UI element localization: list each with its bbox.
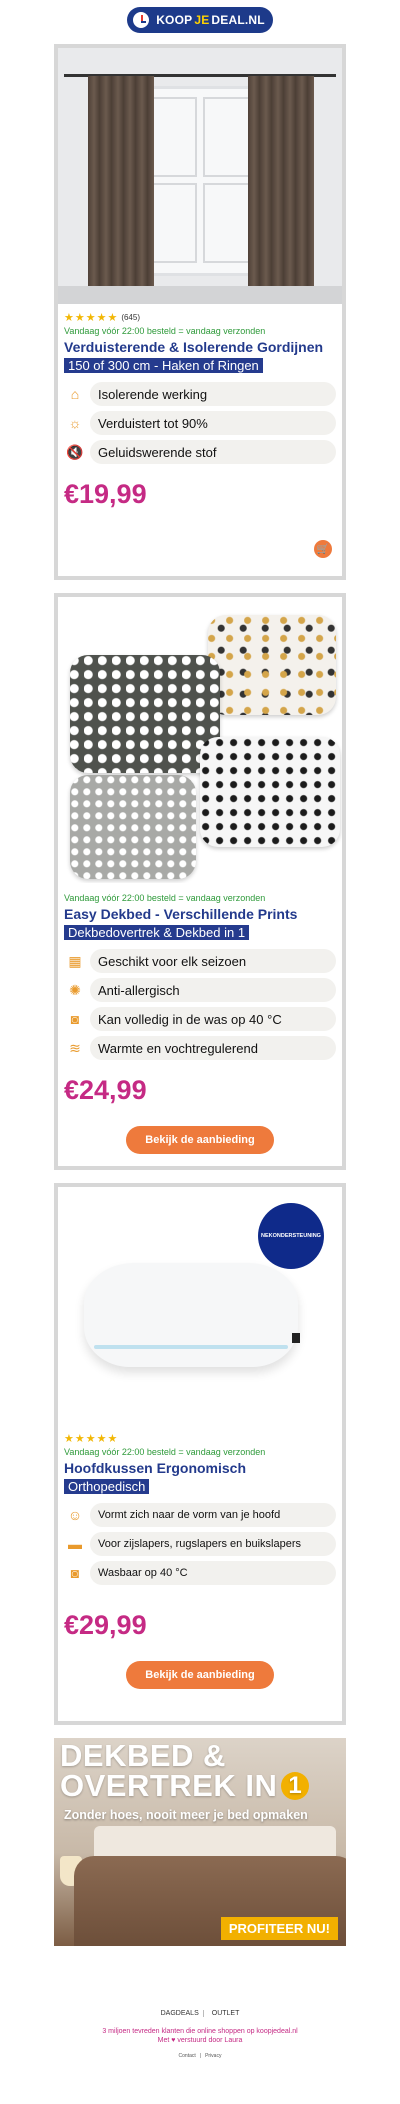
product-image-curtains[interactable] [58, 48, 342, 304]
feature-list [58, 1502, 342, 1586]
duvet-2 [70, 655, 220, 773]
email-footer [0, 2010, 400, 2059]
feature-label: Warmte en vochtregulerend [90, 1036, 336, 1060]
feature-list [58, 381, 342, 465]
home-icon: ⌂ [70, 386, 80, 402]
virus-icon: ✺ [69, 981, 81, 998]
product-image-pillow[interactable] [58, 1187, 342, 1427]
footer-link-privacy[interactable]: Privacy [205, 2053, 222, 2059]
feature-label: Anti-allergisch [90, 978, 336, 1002]
feature-item [64, 410, 336, 436]
feature-label: Verduistert tot 90% [90, 411, 336, 435]
product-card-pillow[interactable] [54, 1183, 346, 1725]
shipping-info: Vandaag vóór 22:00 besteld = vandaag verzonden [64, 1447, 266, 1457]
product-price: €29,99 [64, 1610, 147, 1640]
footer-link-contact[interactable]: Contact [178, 2053, 196, 2059]
duvet-3 [200, 737, 340, 847]
feature-item [64, 381, 336, 407]
banner-number-badge: 1 [281, 1772, 309, 1800]
duvet-4 [70, 775, 196, 879]
pillow-icon: ▬ [68, 1536, 82, 1552]
pillow-illustration [84, 1263, 298, 1367]
koopjedeal-logo[interactable] [127, 7, 273, 33]
neck-support-badge: NEKONDERSTEUNING [258, 1203, 324, 1269]
shipping-info: Vandaag vóór 22:00 besteld = vandaag verzonden [64, 326, 266, 336]
window-illustration [138, 86, 262, 276]
footer-legal-links: Contact | Privacy [178, 2053, 222, 2059]
cart-icon[interactable]: 🛒 [314, 540, 332, 558]
product-title[interactable]: Hoofdkussen Ergonomisch [64, 1460, 247, 1476]
floor [58, 286, 342, 304]
curtain-left [88, 76, 154, 298]
product-subtitle: Dekbedovertrek & Dekbed in 1 [64, 925, 249, 940]
view-offer-button[interactable]: Bekijk de aanbieding [126, 1126, 274, 1154]
feature-label: Geschikt voor elk seizoen [90, 949, 336, 973]
duvet-1 [208, 615, 336, 715]
product-price: €24,99 [64, 1075, 147, 1105]
mute-icon: 🔇 [66, 443, 84, 460]
star-icons: ★★★★★ [64, 311, 119, 324]
footer-nav [0, 2010, 400, 2017]
feature-item [64, 1531, 336, 1557]
shipping-info: Vandaag vóór 22:00 besteld = vandaag verzonden [64, 893, 266, 903]
logo-text-prefix: KOOP [156, 13, 193, 27]
footer-link-dagdeals[interactable]: DAGDEALS [157, 2010, 204, 2017]
feature-item [64, 1006, 336, 1032]
product-card-curtains[interactable] [54, 44, 346, 580]
feature-item [64, 1560, 336, 1586]
feature-item [64, 948, 336, 974]
profit-now-button[interactable]: PROFITEER NU! [221, 1917, 338, 1940]
sun-icon: ☼ [68, 415, 82, 431]
washing-machine-icon: ◙ [70, 1011, 80, 1027]
footer-tagline: 3 miljoen tevreden klanten die online shoppen op koopjedeal.nl [102, 2028, 298, 2035]
temperature-icon: ≋ [69, 1039, 81, 1056]
email-header [0, 0, 400, 40]
banner-heading-line2 [60, 1770, 309, 1802]
feature-list [58, 948, 342, 1061]
product-image-duvets[interactable] [58, 597, 342, 883]
product-price: €19,99 [64, 479, 147, 509]
curtain-right [248, 76, 314, 298]
product-subtitle: Orthopedisch [64, 1479, 149, 1494]
feature-label: Vormt zich naar de vorm van je hoofd [90, 1503, 336, 1527]
review-count: (645) [121, 312, 140, 322]
feature-label: Geluidswerende stof [90, 440, 336, 464]
washing-machine-icon: ◙ [70, 1565, 80, 1581]
calendar-icon: ▦ [68, 952, 82, 969]
feature-label: Voor zijslapers, rugslapers en buikslapers [90, 1532, 336, 1556]
product-subtitle: 150 of 300 cm - Haken of Ringen [64, 358, 263, 373]
product-card-duvet[interactable] [54, 593, 346, 1170]
feature-item [64, 977, 336, 1003]
feature-item [64, 1502, 336, 1528]
footer-link-outlet[interactable]: OUTLET [211, 2010, 240, 2017]
logo-text-suffix: DEAL.NL [211, 13, 265, 27]
logo-text-mid: JE [194, 13, 210, 27]
footer-signature: Met ♥ verstuurd door Laura [157, 2037, 243, 2044]
promo-banner[interactable] [54, 1738, 346, 1946]
star-icons: ★★★★★ [64, 1432, 119, 1445]
banner-heading-text: OVERTREK IN [60, 1768, 278, 1803]
banner-heading-line1: DEKBED & [60, 1738, 226, 1773]
product-title[interactable]: Easy Dekbed - Verschillende Prints [64, 906, 298, 922]
rating [58, 1431, 342, 1445]
rating [58, 310, 342, 324]
feature-label: Wasbaar op 40 °C [90, 1561, 336, 1585]
view-offer-button[interactable]: Bekijk de aanbieding [126, 1661, 274, 1689]
feature-label: Isolerende werking [90, 382, 336, 406]
product-title[interactable]: Verduisterende & Isolerende Gordijnen [64, 339, 324, 355]
feature-item [64, 439, 336, 465]
head-icon: ☺ [67, 1507, 83, 1523]
clock-icon [131, 10, 151, 30]
banner-subheading: Zonder hoes, nooit meer je bed opmaken [64, 1808, 308, 1822]
feature-label: Kan volledig in de was op 40 °C [90, 1007, 336, 1031]
feature-item [64, 1035, 336, 1061]
